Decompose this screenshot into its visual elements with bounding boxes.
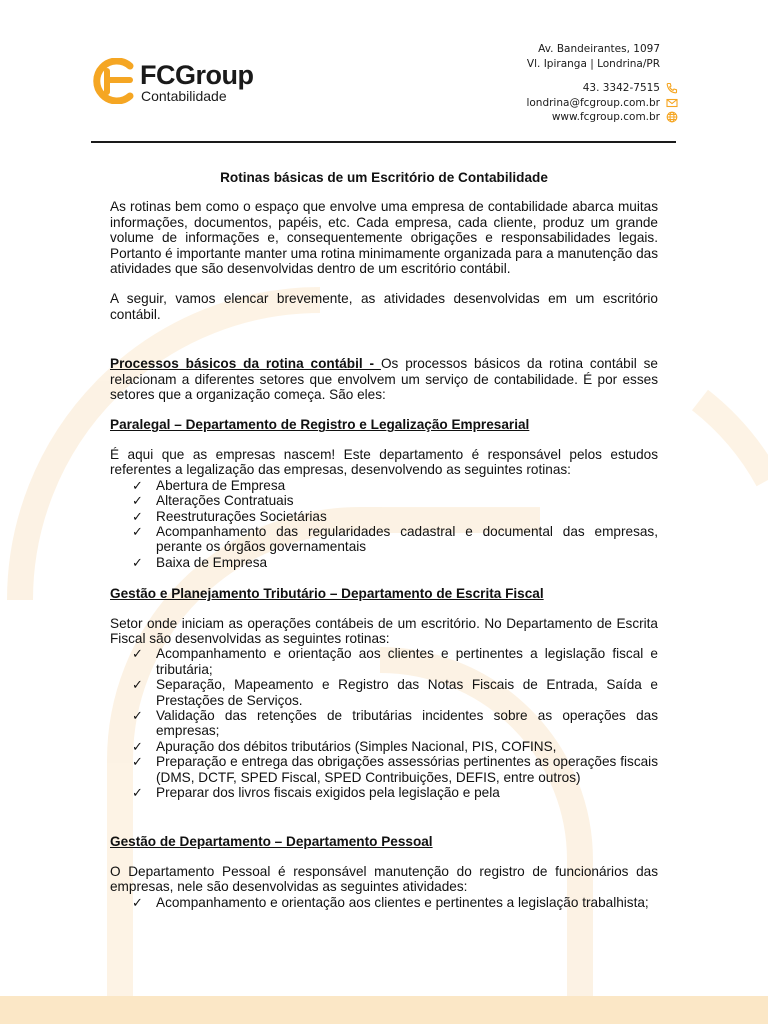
check-icon: ✓ [132,646,143,662]
document-body [110,170,658,910]
list-item: ✓ Acompanhamento e orientação aos clientes e pertinentes a legislação trabalhista; [132,894,649,910]
section-paralegal-list [110,478,658,570]
list-item: ✓ Alterações Contratuais [132,493,294,509]
check-icon: ✓ [132,754,143,770]
footer-bar [0,996,768,1024]
phone-number: 43. 3342-7515 [582,82,660,94]
globe-icon [666,111,678,123]
contact-block [526,42,678,125]
section-fiscal-text: Setor onde iniciam as operações contábeis de um escritório. No Departamento de Escrita Fiscal são desenvolvidas as seguintes rotinas: [110,615,658,646]
check-icon: ✓ [132,493,143,509]
section-paralegal-heading: Paralegal – Departamento de Registro e Legalização Empresarial [110,417,530,433]
company-name: FCGroup [140,60,254,90]
header-divider [91,141,676,143]
email-link[interactable]: londrina@fcgroup.com.br [526,96,660,109]
section-paralegal-text: É aqui que as empresas nascem! Este departamento é responsável pelos estudos referentes a legalização das empresas, desenvolvendo as seguintes rotinas: [110,446,658,478]
phone-icon [666,82,678,94]
email-icon [666,97,678,109]
list-item: ✓ Acompanhamento das regularidades cadastral e documental das empresas, perante os órgãos governamentais [132,523,658,555]
list-item: ✓ Apuração dos débitos tributários (Simples Nacional, PIS, COFINS, [132,738,557,754]
list-item: ✓ Validação das retenções de tributárias incidentes sobre as operações das empresas; [132,707,658,739]
list-item: ✓ Acompanhamento e orientação aos clientes e pertinentes a legislação fiscal e tributária; [132,646,658,677]
fcgroup-logo-icon [90,58,136,104]
company-logo [90,58,290,106]
section-fiscal-list [110,646,658,800]
phone-row [526,81,678,96]
check-icon: ✓ [132,554,143,570]
check-icon: ✓ [132,707,143,723]
check-icon: ✓ [132,477,143,493]
address-line-2: Vl. Ipiranga | Londrina/PR [526,57,660,70]
document-title: Rotinas básicas de um Escritório de Contabilidade [220,170,548,185]
section-pessoal-list [110,895,658,910]
intro-paragraph-2: A seguir, vamos elencar brevemente, as atividades desenvolvidas em um escritório contábil. [110,291,658,322]
check-icon: ✓ [132,738,143,754]
check-icon: ✓ [132,785,143,800]
website-row[interactable] [526,110,678,125]
list-item: ✓ Separação, Mapeamento e Registro das Notas Fiscais de Entrada, Saída e Prestações de Serviços. [132,677,658,708]
check-icon: ✓ [132,508,143,524]
processos-heading: Processos básicos da rotina contábil - [110,356,381,372]
processos-paragraph [110,356,658,402]
processos-text: Os processos básicos da rotina contábil se relacionam a diferentes setores que envolvem um serviço de contabilidade. É por esses setores que a organização começa. São eles: [110,356,658,403]
section-pessoal-heading: Gestão de Departamento – Departamento Pessoal [110,834,433,850]
list-item: ✓ Preparação e entrega das obrigações assessórias pertinentes as operações fiscais (DMS, DCTF, SPED Fiscal, SPED Contribuições, DEFIS, entre outros) [132,754,658,785]
email-row[interactable] [526,96,678,111]
list-item: ✓ Abertura de Empresa [132,477,286,493]
check-icon: ✓ [132,677,143,693]
check-icon: ✓ [132,894,143,910]
website-link[interactable]: www.fcgroup.com.br [551,111,660,123]
address-line-1: Av. Bandeirantes, 1097 [538,43,660,55]
section-fiscal-heading: Gestão e Planejamento Tributário – Departamento de Escrita Fiscal [110,586,544,602]
intro-paragraph-1: As rotinas bem como o espaço que envolve uma empresa de contabilidade abarca muitas informações, documentos, papéis, etc. Cada empresa, cada cliente, produz um grande volume de informações e, consequentemente obrigações e responsabilidades legais. Portanto é importante manter uma rotina minimamente organizada para a manutenção das atividades que são desenvolvidas dentro de um escritório contábil. [110,199,658,277]
list-item: ✓ Reestruturações Societárias [132,508,327,524]
list-item: ✓ Preparar dos livros fiscais exigidos pela legislação e pela [132,785,500,800]
check-icon: ✓ [132,523,143,539]
section-pessoal-text: O Departamento Pessoal é responsável manutenção do registro de funcionários das empresas, nele são desenvolvidas as seguintes atividades: [110,863,658,895]
company-subtitle: Contabilidade [141,88,227,104]
list-item: ✓ Baixa de Empresa [132,554,268,570]
